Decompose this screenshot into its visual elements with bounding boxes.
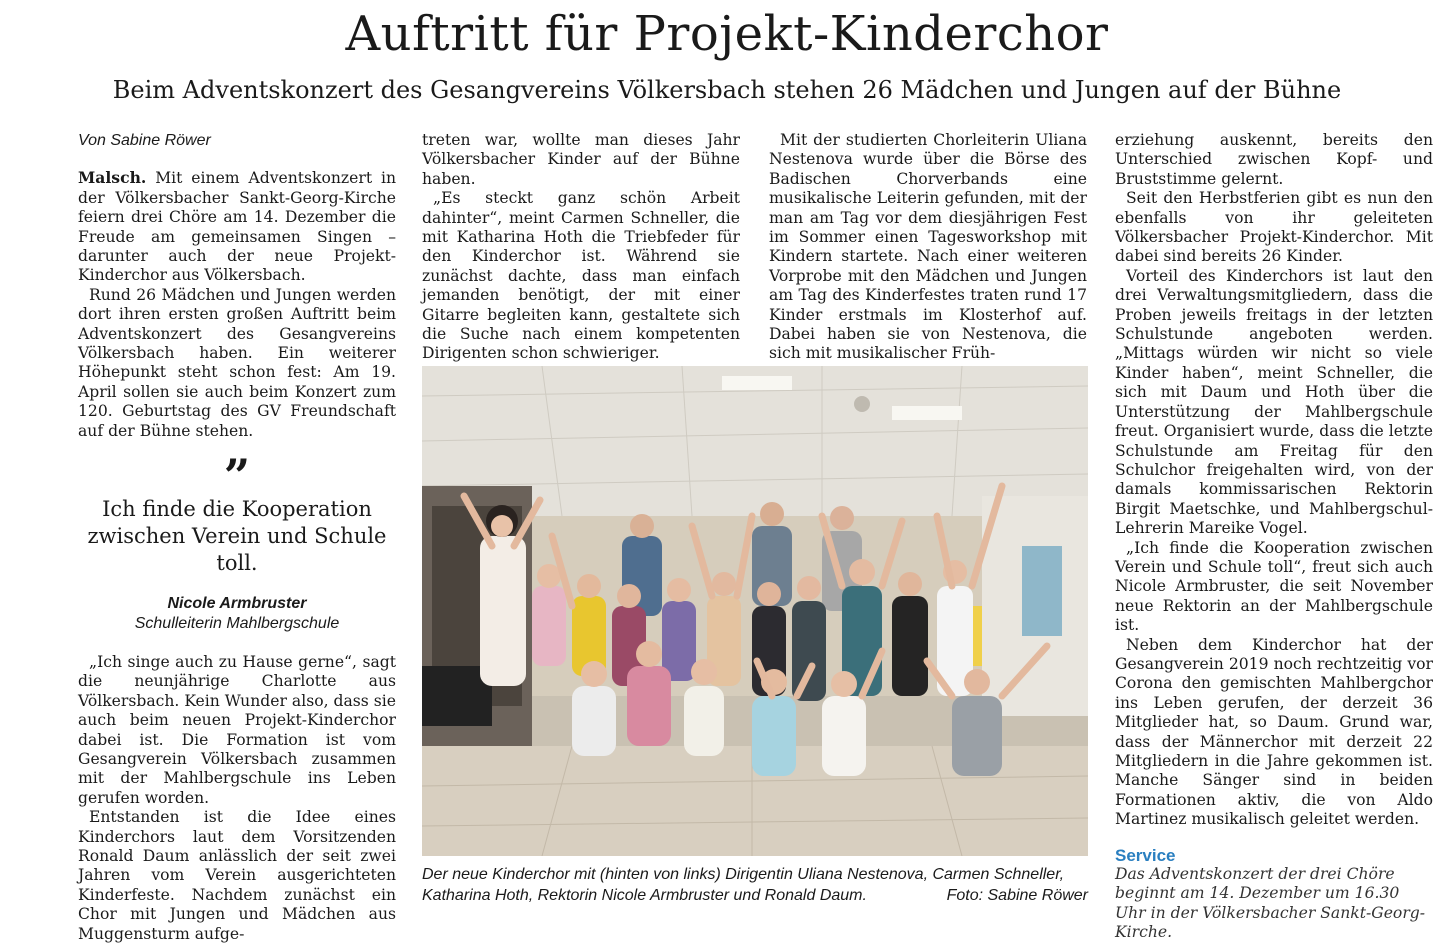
quote-text: Ich finde die Kooperation zwischen Verein und Schule toll. [87, 497, 387, 575]
paragraph: „Ich finde die Kooperation zwischen Verein und Schule toll“, freut sich auch Nicole Armbruster, die seit November neue Rektorin an der Mahlbergschule ist. [1115, 538, 1433, 635]
pull-quote [78, 449, 396, 633]
paragraph: Malsch. Mit einem Adventskonzert in der Völkersbacher Sankt-Georg-Kirche feiern drei Chöre am 14. Dezember die Freude am gemeinsamen Singen – darunter auch der neue Projekt-Kinderchor aus Völkersbach. [78, 168, 396, 285]
article-column-4 [1115, 131, 1433, 943]
article-column-3 [769, 131, 1087, 364]
service-heading: Service [1115, 845, 1176, 865]
paragraph: erziehung auskennt, bereits den Unterschied zwischen Kopf- und Bruststimme gelernt. [1115, 131, 1433, 188]
dateline: Malsch. [78, 168, 147, 188]
article-column-1-continued [78, 653, 396, 944]
paragraph: Rund 26 Mädchen und Jungen werden dort ihren ersten großen Auftritt beim Adventskonzert des Gesangvereins Völkersbach haben. Ein weiterer Höhepunkt steht schon fest: Am 19. April sollen sie auch beim Konzert zum 120. Geburtstag des GV Freundschaft auf der Bühne stehen. [78, 285, 396, 440]
article-column-1 [78, 131, 396, 441]
subheadline: Beim Adventskonzert des Gesangvereins Völkersbach stehen 26 Mädchen und Jungen auf der Bühne [112, 76, 1342, 104]
paragraph: Vorteil des Kinderchors ist laut den drei Verwaltungsmitgliedern, dass die Proben jeweils freitags in der letzten Schulstunde angeboten werden. „Mittags würden wir nicht so viele Kinder haben“, meint Schneller, die sich mit Daum und Hoth über die Unterstützung der Mahlbergschule freut. Organisiert wurde, dass die letzte Schulstunde am Freitag für den Schulchor freigehalten wird, von der damals kommissarischen Rektorin Birgit Maetschke, und Mahlbergschul-Lehrerin Mareike Vogel. [1115, 266, 1433, 538]
headline: Auftritt für Projekt-Kinderchor [345, 6, 1109, 62]
paragraph: „Ich singe auch zu Hause gerne“, sagt die neunjährige Charlotte aus Völkersbach. Kein Wunder also, dass sie auch beim neuen Projekt-Kinderchor dabei ist. Die Formation ist vom Gesangverein Völkersbach zusammen mit der Mahlbergschule ins Leben gerufen worden. [78, 653, 396, 807]
photo-caption [422, 864, 1088, 906]
article-column-2 [422, 131, 740, 364]
quote-author: Nicole Armbruster [167, 595, 307, 612]
paragraph: Seit den Herbstferien gibt es nun den ebenfalls von ihr geleiteten Völkersbacher Projekt-Kinderchor. Mit dabei sind bereits 26 Kinder. [1115, 189, 1433, 266]
photo-illustration [422, 366, 1088, 856]
byline: Von Sabine Röwer [78, 132, 211, 149]
quote-mark-icon: ” [223, 449, 251, 503]
paragraph: Neben dem Kinderchor hat der Gesangverein 2019 noch rechtzeitig vor Corona den gemischten Mahlbergchor ins Leben gerufen, der derzeit 36 Mitglieder hat, so Daum. Grund war, dass der Männerchor mit derzeit 22 Mitgliedern in die Jahre gekommen ist. Manche Sänger sind in beiden Formationen aktiv, die von Aldo Martinez musikalisch geleitet werden. [1115, 635, 1433, 829]
photo-credit: Foto: Sabine Röwer [946, 887, 1088, 904]
quote-author-role: Schulleiterin Mahlbergschule [134, 615, 340, 632]
paragraph: Entstanden ist die Idee eines Kinderchors laut dem Vorsitzenden Ronald Daum anlässlich der seit zwei Jahren vom Verein ausgerichteten Kinderfeste. Nachdem zunächst ein Chor mit Jungen und Mädchen aus Muggensturm aufge- [78, 808, 396, 943]
choir-photo [422, 366, 1088, 856]
caption-text: Der neue Kinderchor mit (hinten von links) Dirigentin Uliana Nestenova, Carmen Schneller, Katharina Hoth, Rektorin Nicole Armbruster und Ronald Daum. [422, 866, 1065, 904]
paragraph: Mit der studierten Chorleiterin Uliana Nestenova wurde über die Börse des Badischen Chorverbands eine musikalische Leiterin gefunden, mit der man am Tag vor dem diesjährigen Fest im Sommer einen Tagesworkshop mit Kindern startete. Nach einer weiteren Vorprobe mit den Mädchen und Jungen am Tag des Kinderfestes traten rund 17 Kinder erstmals im Klosterhof auf. Dabei haben sie von Nestenova, die sich mit musikalischer Früh- [769, 131, 1087, 363]
paragraph: treten war, wollte man dieses Jahr Völkersbacher Kinder auf der Bühne haben. [422, 131, 740, 188]
service-text: Das Adventskonzert der drei Chöre beginnt am 14. Dezember um 16.30 Uhr in der Völkersbacher Sankt-Georg-Kirche. [1115, 865, 1426, 942]
paragraph: „Es steckt ganz schön Arbeit dahinter“, meint Carmen Schneller, die mit Katharina Hoth die Triebfeder für den Kinderchor ist. Während sie zunächst dachte, dass man einfach jemanden benötigt, der mit einer Gitarre begleiten kann, gestaltete sich die Suche nach einem kompetenten Dirigenten schon schwieriger. [422, 189, 740, 363]
